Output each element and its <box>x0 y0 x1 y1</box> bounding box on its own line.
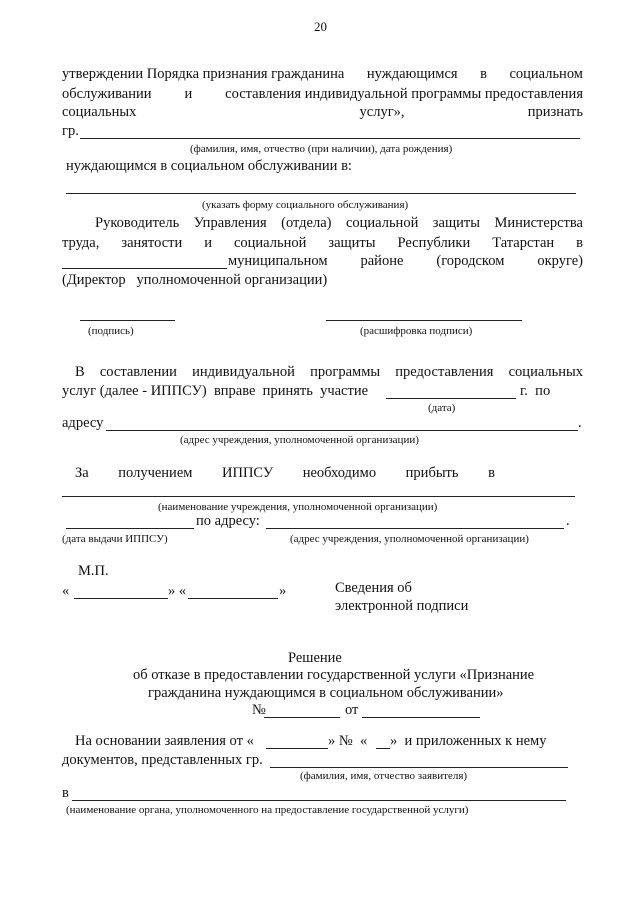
mp-label: М.П. <box>78 563 109 579</box>
ipp-address-line[interactable] <box>106 430 578 431</box>
form-caption: (указать форму социального обслуживания) <box>202 199 409 211</box>
text: утверждении Порядка признания гражданина <box>62 66 345 82</box>
basis-line-2: документов, представленных гр. <box>62 752 263 768</box>
receive-end: . <box>566 513 570 529</box>
organ-caption: (наименование органа, уполномоченного на предоставление государственной услуги) <box>66 804 469 816</box>
text: социальной <box>345 215 419 231</box>
ipp-participation: услуг (далее - ИППСУ) вправе принять участие <box>62 383 369 399</box>
intro-line-2 <box>62 86 583 103</box>
receive-date-caption: (дата выдачи ИППСУ) <box>62 533 168 545</box>
decision-from-label: от <box>345 702 359 718</box>
text: индивидуальной <box>192 364 295 380</box>
applicant-caption: (фамилия, имя, отчество заявителя) <box>300 770 468 782</box>
decision-number-label: № <box>252 702 266 718</box>
receive-org-caption: (наименование учреждения, уполномоченной организации) <box>158 501 438 513</box>
text: Управления <box>193 215 267 231</box>
text: ИППСУ <box>222 465 274 481</box>
text: (отдела) <box>281 215 332 231</box>
text: В <box>75 364 85 380</box>
text: За <box>75 465 89 481</box>
intro-line-3 <box>62 104 583 121</box>
organ-line[interactable] <box>72 800 566 801</box>
signature-line[interactable] <box>80 320 175 321</box>
text: округе) <box>537 253 583 269</box>
ipp-address-end: . <box>578 415 582 431</box>
decode-line[interactable] <box>326 320 522 321</box>
text: занятости <box>121 235 183 251</box>
gr-caption: (фамилия, имя, отчество (при наличии), дата рождения) <box>190 143 453 155</box>
basis-line-1c: » и приложенных к нему <box>390 733 547 749</box>
text: в <box>488 465 495 481</box>
decision-date-line[interactable] <box>362 717 480 718</box>
page-number: 20 <box>314 19 327 34</box>
signature-caption: (подпись) <box>88 325 134 337</box>
text: составления индивидуальной программы предоставления <box>225 86 583 102</box>
stamp-month-line[interactable] <box>188 598 278 599</box>
receive-line-1 <box>75 465 495 482</box>
receive-date-line[interactable] <box>66 528 194 529</box>
text: Республики <box>397 235 471 251</box>
quote-close: » <box>279 583 287 599</box>
decision-subtitle-2: гражданина нуждающимся в социальном обслуживании» <box>148 685 504 701</box>
head-line-3 <box>228 253 583 270</box>
ipp-date-line[interactable] <box>386 398 516 399</box>
text: Руководитель <box>95 215 180 231</box>
head-line-1 <box>95 215 583 232</box>
text: социальных <box>508 364 583 380</box>
quote-mid: » « <box>168 583 187 599</box>
applicant-line[interactable] <box>270 767 568 768</box>
esig-line-1: Сведения об <box>335 580 412 596</box>
text: Татарстан <box>492 235 555 251</box>
intro-line-1 <box>62 66 583 83</box>
director-text: (Директор уполномоченной организации) <box>62 272 328 288</box>
ipp-year: г. по <box>520 383 551 399</box>
text: защиты <box>432 215 480 231</box>
esig-line-2: электронной подписи <box>335 598 469 614</box>
text: защиты <box>328 235 376 251</box>
text: нуждающимся <box>366 66 458 82</box>
gr-label: гр. <box>62 123 79 139</box>
basis-in-label: в <box>62 785 69 801</box>
decision-title: Решение <box>288 650 342 666</box>
ipp-address-caption: (адрес учреждения, уполномоченной организации) <box>180 434 419 446</box>
decision-number-line[interactable] <box>264 717 340 718</box>
basis-number-line[interactable] <box>376 748 390 749</box>
receive-by-address: по адресу: <box>196 513 260 529</box>
receive-address-caption: (адрес учреждения, уполномоченной организации) <box>290 533 529 545</box>
basis-line-1a: На основании заявления от « <box>75 733 254 749</box>
text: и <box>204 235 212 251</box>
text: и <box>184 86 193 102</box>
receive-address-line[interactable] <box>266 528 564 529</box>
text: в <box>480 66 487 82</box>
receive-org-line[interactable] <box>62 496 575 497</box>
district-fill-line[interactable] <box>62 268 227 269</box>
text: предоставления <box>395 364 494 380</box>
text: получением <box>118 465 193 481</box>
head-line-2 <box>62 235 583 252</box>
text: признать <box>527 104 583 120</box>
text: необходимо <box>302 465 377 481</box>
text: (городском <box>436 253 505 269</box>
text: социальных <box>62 104 137 120</box>
ipp-address-label: адресу <box>62 415 104 431</box>
decision-subtitle-1: об отказе в предоставлении государственной услуги «Признание <box>133 667 535 683</box>
text: социальной <box>233 235 307 251</box>
gr-fill-line[interactable] <box>80 138 580 139</box>
quote-open: « <box>62 583 70 599</box>
text: составлении <box>99 364 177 380</box>
basis-date-line[interactable] <box>266 748 328 749</box>
ipp-line-1 <box>75 364 583 381</box>
stamp-day-line[interactable] <box>74 598 168 599</box>
decode-caption: (расшифровка подписи) <box>360 325 473 337</box>
text: Министерства <box>494 215 583 231</box>
text: программы <box>310 364 381 380</box>
text: социальном <box>509 66 583 82</box>
text: обслуживании <box>62 86 152 102</box>
ipp-date-caption: (дата) <box>428 402 456 414</box>
form-fill-line[interactable] <box>66 193 576 194</box>
text: услуг», <box>359 104 405 120</box>
text: муниципальном <box>228 253 328 269</box>
text: труда, <box>62 235 100 251</box>
text: в <box>576 235 583 251</box>
basis-line-1b: » № « <box>328 733 368 749</box>
text: прибыть <box>405 465 459 481</box>
needing-text: нуждающимся в социальном обслуживании в: <box>66 158 352 174</box>
text: районе <box>360 253 404 269</box>
